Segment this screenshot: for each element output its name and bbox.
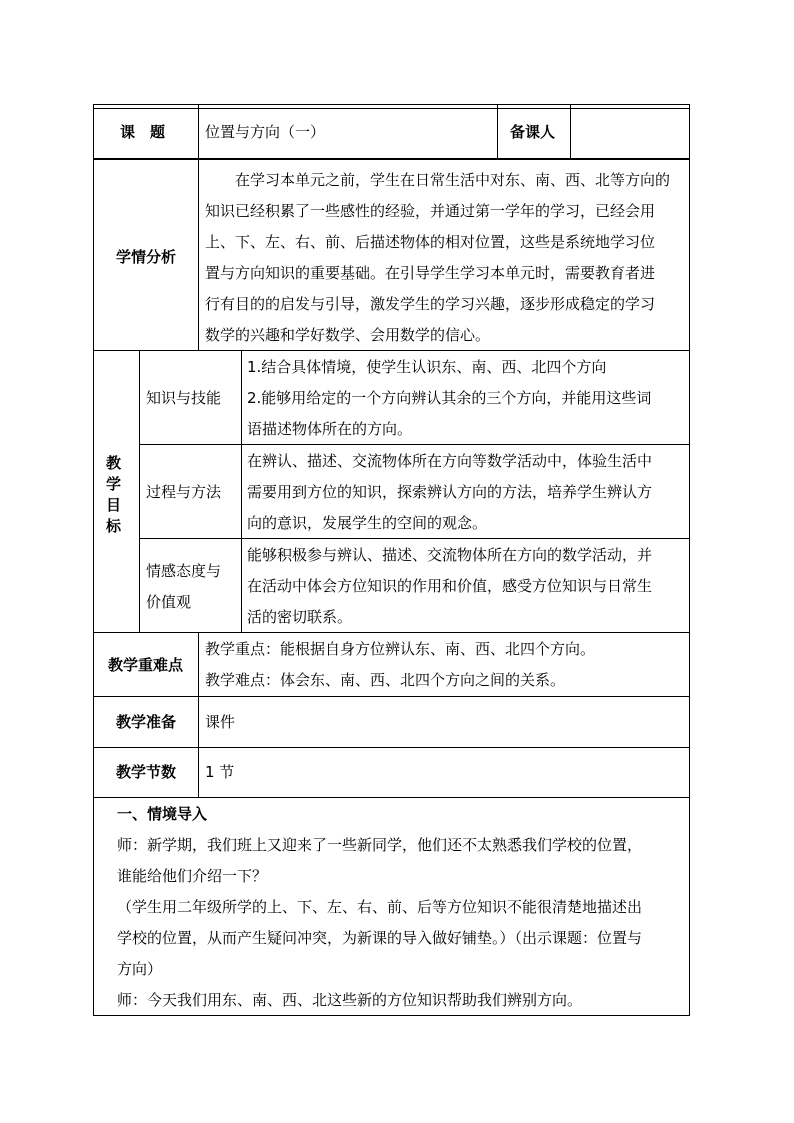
rule-after-process (139, 538, 690, 539)
process-line: 在辨认、描述、交流物体所在方向等数学活动中，体验生活中 (247, 452, 653, 470)
preparer-label: 备课人 (510, 123, 556, 141)
section-line: 方向） (117, 960, 163, 978)
keypoints-label: 教学重难点 (108, 656, 184, 674)
col-rule-label (198, 104, 199, 350)
rule-after-goals (93, 632, 690, 633)
periods-value: 1 节 (205, 763, 235, 781)
analysis-label: 学情分析 (116, 248, 177, 266)
table-top-double-line (93, 108, 690, 109)
goals-label-char: 目 (106, 496, 122, 514)
col-rule-preparer-left (497, 104, 498, 159)
emotion-label-line: 情感态度与 (146, 562, 222, 580)
process-label: 过程与方法 (146, 483, 222, 501)
col-rule-goals-sub (241, 350, 242, 633)
section-line: 师：今天我们用东、南、西、北这些新的方位知识帮助我们辨别方向。 (117, 991, 583, 1009)
emotion-line: 活的密切联系。 (247, 608, 353, 626)
rule-after-analysis (93, 350, 690, 351)
rule-after-keypoints (93, 696, 690, 697)
analysis-line: 置与方向知识的重要基础。在引导学生学习本单元时，需要教育者进 (205, 264, 656, 282)
col-rule-preparer-right (570, 104, 571, 159)
emotion-line: 能够积极参与辨认、描述、交流物体所在方向的数学活动，并 (247, 546, 653, 564)
keypoints-line: 教学重点：能根据自身方位辨认东、南、西、北四个方向。 (205, 640, 596, 658)
knowledge-line: 1.结合具体情境，使学生认识东、南、西、北四个方向 (247, 358, 607, 376)
prep-value: 课件 (205, 713, 236, 731)
keypoints-line: 教学难点：体会东、南、西、北四个方向之间的关系。 (205, 671, 566, 689)
knowledge-line: 语描述物体所在的方向。 (247, 420, 413, 438)
knowledge-line: 2.能够用给定的一个方向辨认其余的三个方向，并能用这些词 (247, 389, 652, 407)
periods-label: 教学节数 (116, 763, 177, 781)
emotion-label-line: 价值观 (146, 593, 192, 611)
section-line: 学校的位置，从而产生疑问冲突，为新课的导入做好铺垫。）（出示课题：位置与 (117, 929, 643, 947)
analysis-line: 在学习本单元之前，学生在日常生活中对东、南、西、北等方向的 (205, 171, 671, 189)
section-line: 师：新学期，我们班上又迎来了一些新同学，他们还不太熟悉我们学校的位置， (117, 836, 643, 854)
rule-after-periods (93, 797, 690, 798)
section-line: （学生用二年级所学的上、下、左、右、前、后等方位知识不能很清楚地描述出 (117, 898, 643, 916)
analysis-line: 上、下、左、右、前、后描述物体的相对位置，这些是系统地学习位 (205, 233, 656, 251)
topic-label: 课 题 (120, 123, 166, 141)
col-rule-lower (198, 632, 199, 798)
analysis-line: 数学的兴趣和学好数学、会用数学的信心。 (205, 326, 491, 344)
topic-value: 位置与方向（一） (205, 123, 326, 141)
rule-after-header (93, 158, 690, 160)
goals-label-char: 标 (106, 517, 122, 535)
goals-label-char: 学 (106, 475, 122, 493)
analysis-line: 行有目的的启发与引导，激发学生的学习兴趣，逐步形成稳定的学习 (205, 295, 656, 313)
goals-label-char: 教 (106, 454, 122, 472)
knowledge-label: 知识与技能 (146, 389, 222, 407)
analysis-line: 知识已经积累了一些感性的经验，并通过第一学年的学习，已经会用 (205, 202, 656, 220)
section-line: 谁能给他们介绍一下？ (117, 867, 268, 885)
section-heading: 一、情境导入 (117, 805, 208, 823)
emotion-line: 在活动中体会方位知识的作用和价值，感受方位知识与日常生 (247, 577, 653, 595)
process-line: 需要用到方位的知识，探索辨认方向的方法，培养学生辨认方 (247, 483, 653, 501)
rule-after-knowledge (139, 444, 690, 445)
process-line: 向的意识，发展学生的空间的观念。 (247, 514, 488, 532)
col-rule-goals-label (139, 350, 140, 633)
prep-label: 教学准备 (116, 713, 177, 731)
rule-after-prep (93, 747, 690, 748)
